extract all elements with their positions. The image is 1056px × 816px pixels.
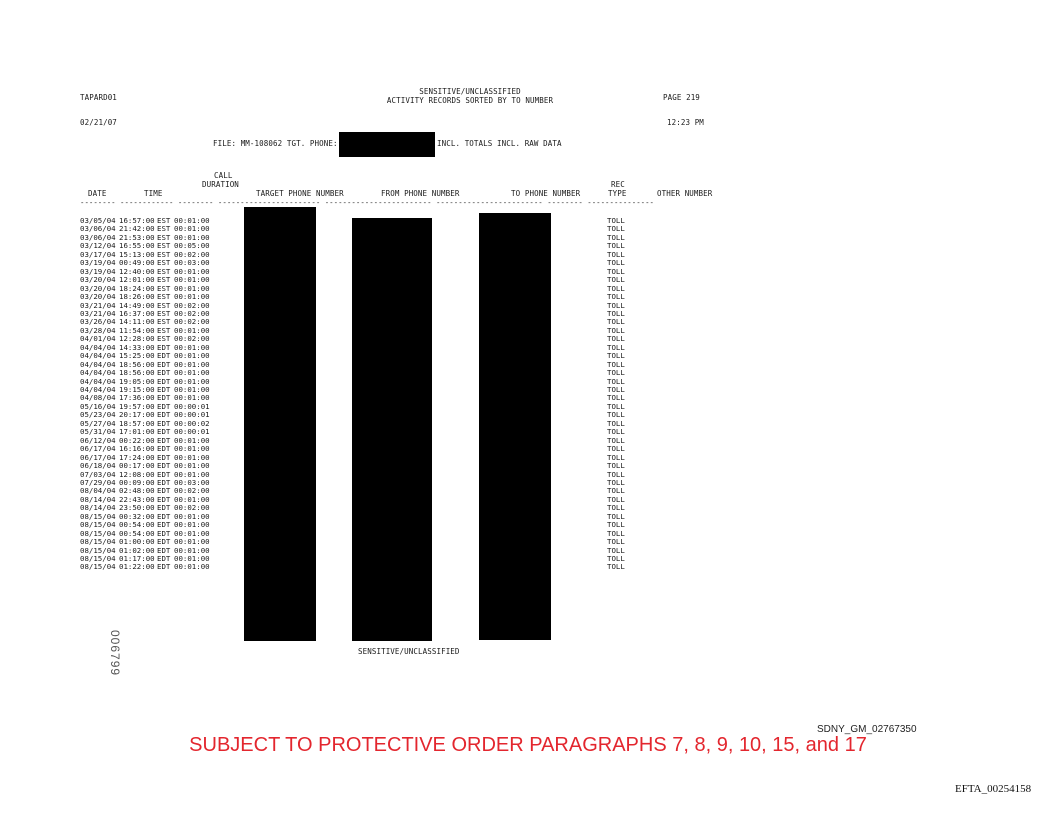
row-date: 05/16/04 (80, 401, 116, 411)
row-rec-type: TOLL (607, 528, 625, 538)
col-target-header: TARGET PHONE NUMBER (256, 189, 344, 198)
row-duration: 00:01:00 (174, 545, 210, 555)
row-timezone: EST (157, 216, 171, 225)
row-date: 03/21/04 (80, 300, 116, 310)
row-rec-type: TOLL (607, 435, 625, 445)
row-duration: 00:01:00 (174, 216, 210, 225)
row-timezone: EST (157, 241, 171, 251)
row-time: 00:17:00 (119, 461, 155, 471)
classification-footer: SENSITIVE/UNCLASSIFIED (358, 647, 460, 656)
row-time: 02:48:00 (119, 486, 155, 496)
row-rec-type: TOLL (607, 562, 625, 572)
row-time: 23:50:00 (119, 503, 155, 513)
row-time: 00:49:00 (119, 258, 155, 268)
row-duration: 00:00:01 (174, 401, 210, 411)
row-timezone: EDT (157, 545, 171, 555)
row-timezone: EDT (157, 520, 171, 530)
row-time: 21:53:00 (119, 232, 155, 242)
row-rec-type: TOLL (607, 308, 625, 318)
column-separator-line: -------- ------------ -------- ----------------------- ------------------------ ------------------------ -------- --------------- (80, 198, 654, 207)
row-duration: 00:03:00 (174, 258, 210, 268)
row-time: 12:40:00 (119, 266, 155, 276)
report-time: 12:23 PM (667, 118, 704, 127)
row-duration: 00:01:00 (174, 537, 210, 547)
row-time: 18:56:00 (119, 368, 155, 378)
row-time: 22:43:00 (119, 494, 155, 504)
row-date: 08/15/04 (80, 520, 116, 530)
row-time: 17:01:00 (119, 427, 155, 437)
row-time: 19:57:00 (119, 401, 155, 411)
row-date: 03/06/04 (80, 232, 116, 242)
row-duration: 00:03:00 (174, 477, 210, 487)
row-timezone: EST (157, 258, 171, 268)
row-timezone: EST (157, 283, 171, 293)
row-rec-type: TOLL (607, 334, 625, 344)
row-timezone: EDT (157, 393, 171, 403)
row-duration: 00:01:00 (174, 469, 210, 479)
row-date: 08/15/04 (80, 554, 116, 563)
row-timezone: EST (157, 266, 171, 276)
row-time: 14:11:00 (119, 317, 155, 327)
row-rec-type: TOLL (607, 537, 625, 547)
row-rec-type: TOLL (607, 300, 625, 310)
row-time: 12:28:00 (119, 334, 155, 344)
row-date: 04/04/04 (80, 342, 116, 352)
row-date: 07/03/04 (80, 469, 116, 479)
row-timezone: EDT (157, 511, 171, 521)
row-date: 08/15/04 (80, 537, 116, 547)
row-date: 04/08/04 (80, 393, 116, 403)
row-duration: 00:01:00 (174, 528, 210, 538)
row-timezone: EST (157, 334, 171, 344)
row-date: 08/15/04 (80, 511, 116, 521)
row-duration: 00:01:00 (174, 511, 210, 521)
row-duration: 00:01:00 (174, 554, 210, 563)
row-timezone: EST (157, 292, 171, 302)
row-duration: 00:01:00 (174, 283, 210, 293)
efta-number: EFTA_00254158 (955, 783, 1032, 795)
row-time: 19:05:00 (119, 376, 155, 386)
row-date: 08/15/04 (80, 545, 116, 555)
row-timezone: EDT (157, 351, 171, 361)
row-timezone: EDT (157, 376, 171, 386)
row-timezone: EDT (157, 435, 171, 445)
col-duration-label: DURATION (202, 180, 239, 189)
page-number: PAGE 219 (663, 93, 700, 102)
row-duration: 00:02:00 (174, 300, 210, 310)
row-rec-type: TOLL (607, 249, 625, 259)
row-rec-type: TOLL (607, 385, 625, 394)
row-rec-type: TOLL (607, 376, 625, 386)
row-time: 19:15:00 (119, 385, 155, 394)
redaction-tgt-phone (339, 132, 435, 157)
row-duration: 00:02:00 (174, 249, 210, 259)
row-timezone: EDT (157, 503, 171, 513)
row-rec-type: TOLL (607, 317, 625, 327)
row-duration: 00:05:00 (174, 241, 210, 251)
row-time: 16:57:00 (119, 216, 155, 225)
row-duration: 00:01:00 (174, 368, 210, 378)
row-timezone: EDT (157, 461, 171, 471)
row-date: 03/17/04 (80, 249, 116, 259)
col-other-header: OTHER NUMBER (657, 189, 713, 198)
row-duration: 00:01:00 (174, 224, 210, 234)
row-date: 06/17/04 (80, 452, 116, 462)
row-timezone: EDT (157, 554, 171, 563)
row-rec-type: TOLL (607, 216, 625, 225)
row-time: 16:37:00 (119, 308, 155, 318)
row-duration: 00:01:00 (174, 520, 210, 530)
row-duration: 00:01:00 (174, 266, 210, 276)
col-from-header: FROM PHONE NUMBER (381, 189, 460, 198)
row-timezone: EST (157, 300, 171, 310)
report-title: ACTIVITY RECORDS SORTED BY TO NUMBER (386, 96, 554, 105)
row-time: 00:54:00 (119, 528, 155, 538)
row-time: 14:49:00 (119, 300, 155, 310)
protective-order-notice: SUBJECT TO PROTECTIVE ORDER PARAGRAPHS 7, 8, 9, 10, 15, and 17 (189, 734, 867, 756)
row-timezone: EST (157, 325, 171, 335)
row-time: 00:54:00 (119, 520, 155, 530)
row-timezone: EST (157, 232, 171, 242)
row-date: 04/04/04 (80, 359, 116, 369)
row-rec-type: TOLL (607, 283, 625, 293)
col-call-label: CALL (214, 171, 233, 180)
row-timezone: EDT (157, 452, 171, 462)
col-type-header: TYPE (608, 189, 627, 198)
row-date: 06/18/04 (80, 461, 116, 471)
row-rec-type: TOLL (607, 368, 625, 378)
row-duration: 00:01:00 (174, 342, 210, 352)
row-timezone: EDT (157, 410, 171, 420)
report-date: 02/21/07 (80, 118, 117, 127)
row-time: 18:24:00 (119, 283, 155, 293)
row-timezone: EDT (157, 444, 171, 454)
row-rec-type: TOLL (607, 275, 625, 285)
side-stamp: 006799 (108, 630, 122, 677)
row-rec-type: TOLL (607, 503, 625, 513)
row-rec-type: TOLL (607, 342, 625, 352)
row-date: 05/23/04 (80, 410, 116, 420)
col-to-header: TO PHONE NUMBER (511, 189, 581, 198)
row-timezone: EDT (157, 486, 171, 496)
row-duration: 00:02:00 (174, 503, 210, 513)
row-timezone: EDT (157, 427, 171, 437)
row-rec-type: TOLL (607, 427, 625, 437)
row-date: 03/19/04 (80, 266, 116, 276)
row-date: 05/27/04 (80, 418, 116, 428)
row-date: 06/12/04 (80, 435, 116, 445)
row-rec-type: TOLL (607, 393, 625, 403)
row-rec-type: TOLL (607, 444, 625, 454)
row-duration: 00:01:00 (174, 494, 210, 504)
file-line-right: INCL. TOTALS INCL. RAW DATA (437, 139, 562, 148)
row-duration: 00:01:00 (174, 275, 210, 285)
row-time: 00:09:00 (119, 477, 155, 487)
row-rec-type: TOLL (607, 241, 625, 251)
row-date: 06/17/04 (80, 444, 116, 454)
row-timezone: EDT (157, 418, 171, 428)
row-time: 15:25:00 (119, 351, 155, 361)
row-date: 03/20/04 (80, 275, 116, 285)
row-timezone: EDT (157, 359, 171, 369)
row-time: 21:42:00 (119, 224, 155, 234)
row-date: 03/05/04 (80, 216, 116, 225)
row-rec-type: TOLL (607, 494, 625, 504)
row-duration: 00:00:01 (174, 410, 210, 420)
row-duration: 00:02:00 (174, 486, 210, 496)
row-time: 20:17:00 (119, 410, 155, 420)
redaction-from-column (352, 218, 432, 641)
row-duration: 00:02:00 (174, 317, 210, 327)
row-timezone: EST (157, 224, 171, 234)
row-date: 03/28/04 (80, 325, 116, 335)
row-timezone: EDT (157, 342, 171, 352)
row-rec-type: TOLL (607, 325, 625, 335)
row-duration: 00:01:00 (174, 292, 210, 302)
row-date: 08/14/04 (80, 494, 116, 504)
row-date: 04/01/04 (80, 334, 116, 344)
row-timezone: EST (157, 249, 171, 259)
row-rec-type: TOLL (607, 469, 625, 479)
row-time: 14:33:00 (119, 342, 155, 352)
row-time: 11:54:00 (119, 325, 155, 335)
row-duration: 00:01:00 (174, 461, 210, 471)
row-date: 03/19/04 (80, 258, 116, 268)
row-rec-type: TOLL (607, 258, 625, 268)
row-date: 08/15/04 (80, 562, 116, 572)
row-timezone: EST (157, 317, 171, 327)
row-rec-type: TOLL (607, 359, 625, 369)
row-date: 03/20/04 (80, 283, 116, 293)
row-time: 01:02:00 (119, 545, 155, 555)
row-date: 04/04/04 (80, 351, 116, 361)
row-rec-type: TOLL (607, 486, 625, 496)
row-time: 18:57:00 (119, 418, 155, 428)
row-timezone: EDT (157, 368, 171, 378)
row-date: 03/12/04 (80, 241, 116, 251)
row-rec-type: TOLL (607, 224, 625, 234)
row-rec-type: TOLL (607, 554, 625, 563)
row-timezone: EDT (157, 401, 171, 411)
row-time: 17:36:00 (119, 393, 155, 403)
row-duration: 00:02:00 (174, 308, 210, 318)
col-date-header: DATE (88, 189, 107, 198)
row-duration: 00:01:00 (174, 393, 210, 403)
row-date: 07/29/04 (80, 477, 116, 487)
col-time-header: TIME (144, 189, 163, 198)
row-date: 03/26/04 (80, 317, 116, 327)
row-duration: 00:01:00 (174, 376, 210, 386)
row-time: 12:08:00 (119, 469, 155, 479)
row-rec-type: TOLL (607, 477, 625, 487)
row-duration: 00:01:00 (174, 444, 210, 454)
redaction-to-column (479, 213, 551, 640)
row-duration: 00:01:00 (174, 435, 210, 445)
row-time: 00:22:00 (119, 435, 155, 445)
row-time: 00:32:00 (119, 511, 155, 521)
bates-number: SDNY_GM_02767350 (817, 724, 917, 735)
row-rec-type: TOLL (607, 452, 625, 462)
classification-header: SENSITIVE/UNCLASSIFIED (419, 87, 521, 96)
row-time: 01:22:00 (119, 562, 155, 572)
row-time: 12:01:00 (119, 275, 155, 285)
row-duration: 00:02:00 (174, 334, 210, 344)
row-duration: 00:01:00 (174, 359, 210, 369)
row-duration: 00:01:00 (174, 325, 210, 335)
row-time: 16:55:00 (119, 241, 155, 251)
row-timezone: EDT (157, 537, 171, 547)
col-rec-label: REC (611, 180, 625, 189)
row-rec-type: TOLL (607, 461, 625, 471)
row-timezone: EDT (157, 494, 171, 504)
row-date: 08/04/04 (80, 486, 116, 496)
row-time: 01:00:00 (119, 537, 155, 547)
row-duration: 00:00:02 (174, 418, 210, 428)
row-duration: 00:01:00 (174, 351, 210, 361)
row-date: 04/04/04 (80, 385, 116, 394)
row-time: 16:16:00 (119, 444, 155, 454)
row-time: 18:26:00 (119, 292, 155, 302)
row-date: 08/14/04 (80, 503, 116, 513)
row-duration: 00:00:01 (174, 427, 210, 437)
row-rec-type: TOLL (607, 511, 625, 521)
row-rec-type: TOLL (607, 418, 625, 428)
row-time: 18:56:00 (119, 359, 155, 369)
row-timezone: EDT (157, 469, 171, 479)
row-duration: 00:01:00 (174, 452, 210, 462)
row-timezone: EST (157, 308, 171, 318)
row-date: 03/20/04 (80, 292, 116, 302)
row-rec-type: TOLL (607, 292, 625, 302)
row-time: 01:17:00 (119, 554, 155, 563)
row-time: 15:13:00 (119, 249, 155, 259)
row-rec-type: TOLL (607, 401, 625, 411)
row-timezone: EDT (157, 528, 171, 538)
row-duration: 00:01:00 (174, 562, 210, 572)
row-timezone: EDT (157, 385, 171, 394)
report-id: TAPARD01 (80, 93, 117, 102)
redaction-target-column (244, 207, 316, 641)
row-rec-type: TOLL (607, 351, 625, 361)
row-rec-type: TOLL (607, 266, 625, 276)
row-rec-type: TOLL (607, 545, 625, 555)
file-line-left: FILE: MM-108062 TGT. PHONE: (213, 139, 338, 148)
row-date: 08/15/04 (80, 528, 116, 538)
row-time: 17:24:00 (119, 452, 155, 462)
row-rec-type: TOLL (607, 410, 625, 420)
row-duration: 00:01:00 (174, 385, 210, 394)
row-timezone: EDT (157, 477, 171, 487)
row-timezone: EST (157, 275, 171, 285)
row-date: 03/21/04 (80, 308, 116, 318)
row-date: 04/04/04 (80, 376, 116, 386)
row-date: 03/06/04 (80, 224, 116, 234)
row-duration: 00:01:00 (174, 232, 210, 242)
row-date: 05/31/04 (80, 427, 116, 437)
row-rec-type: TOLL (607, 232, 625, 242)
row-date: 04/04/04 (80, 368, 116, 378)
row-rec-type: TOLL (607, 520, 625, 530)
row-timezone: EDT (157, 562, 171, 572)
